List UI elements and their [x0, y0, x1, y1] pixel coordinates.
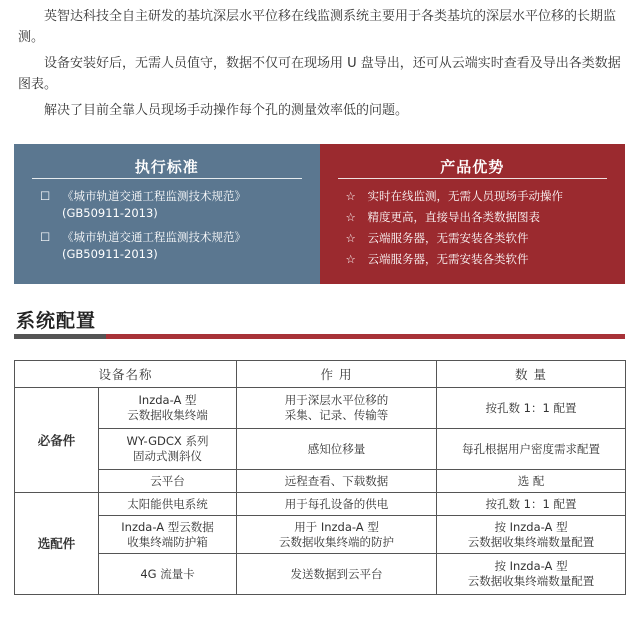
column-header: 数 量 — [437, 361, 626, 388]
table-row — [15, 516, 626, 554]
quantity-cell: 按 Inzda-A 型 云数据收集终端数量配置 — [437, 554, 626, 595]
function-cell: 用于 Inzda-A 型 云数据收集终端的防护 — [237, 516, 437, 554]
list-item — [346, 251, 616, 268]
config-table — [14, 360, 626, 595]
checkbox-icon: ☐ — [40, 189, 51, 203]
list-item — [40, 188, 310, 222]
standard-code: (GB50911-2013) — [62, 206, 158, 220]
function-cell: 用于每孔设备的供电 — [237, 493, 437, 516]
section-title: 系统配置 — [16, 310, 97, 332]
star-icon: ☆ — [345, 252, 356, 266]
star-icon: ☆ — [345, 189, 356, 203]
quantity-cell: 按 Inzda-A 型 云数据收集终端数量配置 — [437, 516, 626, 554]
device-cell: 太阳能供电系统 — [99, 493, 237, 516]
device-cell: Inzda-A 型云数据 收集终端防护箱 — [99, 516, 237, 554]
list-item — [40, 229, 310, 263]
advantage-text: 实时在线监测，无需人员现场手动操作 — [367, 189, 563, 203]
advantage-text: 云端服务器，无需安装各类软件 — [367, 231, 529, 245]
device-cell: WY-GDCX 系列 固动式测斜仪 — [99, 429, 237, 470]
star-icon: ☆ — [345, 231, 356, 245]
divider — [338, 178, 608, 179]
column-header: 作 用 — [237, 361, 437, 388]
device-cell: 云平台 — [99, 470, 237, 493]
table-row — [15, 388, 626, 429]
list-item — [346, 209, 616, 226]
divider — [32, 178, 302, 179]
standards-title: 执行标准 — [134, 158, 199, 176]
feature-panels — [14, 144, 625, 284]
table-header-row — [15, 361, 626, 388]
column-header: 设备名称 — [15, 361, 237, 388]
list-item — [346, 188, 616, 205]
advantage-text: 云端服务器，无需安装各类软件 — [367, 252, 529, 266]
intro-text — [18, 6, 622, 126]
table-row — [15, 470, 626, 493]
table-row — [15, 554, 626, 595]
quantity-cell: 按孔数 1：1 配置 — [437, 388, 626, 429]
group-label: 选配件 — [15, 493, 99, 595]
function-cell: 感知位移量 — [237, 429, 437, 470]
intro-paragraph: 设备安装好后，无需人员值守，数据不仅可在现场用 U 盘导出，还可从云端实时查看及导出各类数据图表。 — [18, 56, 621, 92]
checkbox-icon: ☐ — [40, 230, 51, 244]
standard-code: (GB50911-2013) — [62, 247, 158, 261]
intro-paragraph: 解决了目前全靠人员现场手动操作每个孔的测量效率低的问题。 — [44, 103, 409, 118]
star-icon: ☆ — [345, 210, 356, 224]
device-cell: 4G 流量卡 — [99, 554, 237, 595]
standards-list — [40, 188, 310, 270]
function-cell: 用于深层水平位移的 采集、记录、传输等 — [237, 388, 437, 429]
group-label: 必备件 — [15, 388, 99, 493]
table-row — [15, 429, 626, 470]
quantity-cell: 选 配 — [437, 470, 626, 493]
standards-panel — [14, 144, 320, 284]
list-item — [346, 230, 616, 247]
standard-name: 《城市轨道交通工程监测技术规范》 — [62, 189, 246, 203]
intro-paragraph: 英智达科技全自主研发的基坑深层水平位移在线监测系统主要用于各类基坑的深层水平位移的长期监测。 — [18, 9, 617, 45]
advantages-panel — [320, 144, 626, 284]
quantity-cell: 按孔数 1：1 配置 — [437, 493, 626, 516]
advantages-list — [346, 188, 616, 272]
section-divider — [14, 334, 625, 339]
function-cell: 远程查看、下载数据 — [237, 470, 437, 493]
function-cell: 发送数据到云平台 — [237, 554, 437, 595]
device-cell: Inzda-A 型 云数据收集终端 — [99, 388, 237, 429]
quantity-cell: 每孔根据用户密度需求配置 — [437, 429, 626, 470]
table-row — [15, 493, 626, 516]
standard-name: 《城市轨道交通工程监测技术规范》 — [62, 230, 246, 244]
advantages-title: 产品优势 — [440, 158, 505, 176]
advantage-text: 精度更高，直接导出各类数据图表 — [367, 210, 540, 224]
